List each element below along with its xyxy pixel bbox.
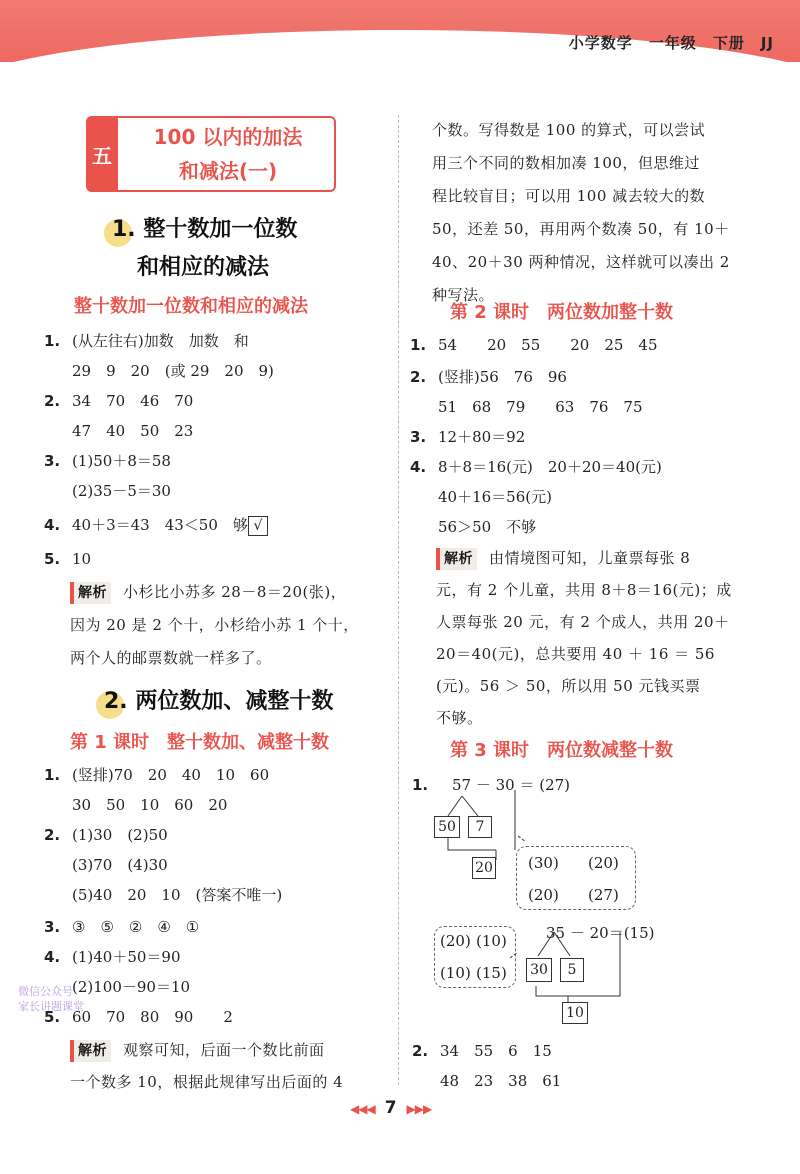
- number-box: 10: [562, 1002, 588, 1024]
- answer-line: (5)40 20 10 (答案不唯一): [72, 886, 283, 904]
- answer-line: 8＋8＝16(元) 20＋20＝40(元): [438, 458, 662, 476]
- answer-line: 10: [72, 550, 92, 568]
- chapter-number: 五: [86, 116, 118, 192]
- analysis-line: (元)。56 ＞ 50，所以用 50 元钱买票: [436, 677, 701, 695]
- answer-line: (3)70 (4)30: [72, 856, 168, 874]
- list-item: 2.: [44, 826, 61, 844]
- bubble-value: (20): [528, 886, 559, 904]
- answer-line: ③ ⑤ ② ④ ①: [72, 918, 200, 936]
- list-item: 4.: [44, 516, 61, 534]
- analysis-line: 40、20＋30 两种情况，这样就可以凑出 2: [432, 253, 730, 271]
- list-item: 5.: [44, 550, 61, 568]
- analysis-line: 人票每张 20 元，有 2 个成人，共用 20＋: [436, 613, 730, 631]
- list-item: 4.: [44, 948, 61, 966]
- analysis-line: 解析 小杉比小苏多 28－8＝20(张)，: [70, 576, 346, 609]
- analysis-line: 用三个不同的数相加凑 100，但思维过: [432, 154, 700, 172]
- list-item: 1.: [44, 332, 61, 350]
- answer-line: 40＋16＝56(元): [438, 488, 552, 506]
- chapter-title: 100 以内的加法 和减法(一): [153, 125, 303, 183]
- answer-line: (竖排)56 76 96: [438, 368, 567, 386]
- list-item: 2.: [44, 392, 61, 410]
- number-box: 20: [472, 857, 496, 879]
- analysis-line: 两个人的邮票数就一样多了。: [70, 649, 272, 667]
- analysis-line: 一个数多 10，根据此规律写出后面的 4: [70, 1073, 344, 1091]
- bubble-value: (10): [476, 932, 507, 950]
- equation-2: 35 － 20＝(15): [546, 924, 655, 942]
- list-item: 3.: [410, 428, 427, 446]
- lesson1-title: 第 1 课时 整十数加、减整十数: [70, 732, 330, 753]
- analysis-label: 解析: [70, 1040, 111, 1062]
- number-box: 7: [468, 816, 492, 838]
- section1-subtitle: 整十数加一位数和相应的减法: [74, 296, 308, 317]
- analysis-line: 个数。写得数是 100 的算式，可以尝试: [432, 121, 706, 139]
- answer-line: (1)30 (2)50: [72, 826, 168, 844]
- list-item: 5.: [44, 1008, 61, 1026]
- answer-line: 48 23 38 61: [440, 1072, 562, 1090]
- bubble-value: (15): [476, 964, 507, 982]
- analysis-label: 解析: [70, 582, 111, 604]
- analysis-line: 50，还差 50，再用两个数凑 50，有 10＋: [432, 220, 730, 238]
- watermark: 微信公众号 家长讲题课堂: [18, 985, 84, 1013]
- answer-line: 60 70 80 90 2: [72, 1008, 233, 1026]
- section2-title: 2. 两位数加、减整十数: [104, 689, 334, 714]
- analysis-line: 程比较盲目；可以用 100 减去较大的数: [432, 187, 706, 205]
- list-item: 2.: [412, 1042, 429, 1060]
- answer-line: (2)100－90＝10: [72, 978, 191, 996]
- bubble-value: (20): [588, 854, 619, 872]
- equation-1: 57 － 30 ＝ (27): [452, 776, 571, 794]
- section1-title: 1. 整十数加一位数: [112, 217, 298, 242]
- list-item: 3.: [44, 452, 61, 470]
- answer-line: (2)35－5＝30: [72, 482, 171, 500]
- list-item: 1.: [44, 766, 61, 784]
- list-item: 2.: [410, 368, 427, 386]
- bubble-value: (27): [588, 886, 619, 904]
- list-item: 1.: [412, 776, 429, 794]
- answer-line: 51 68 79 63 76 75: [438, 398, 643, 416]
- analysis-line: 元，有 2 个儿童，共用 8＋8＝16(元)；成: [436, 581, 732, 599]
- answer-line: 40＋3＝43 43＜50 够 √: [72, 510, 268, 540]
- answer-line: 30 50 10 60 20: [72, 796, 228, 814]
- chapter-box: [86, 116, 336, 192]
- analysis-line: 种写法。: [432, 286, 495, 304]
- analysis-line: 不够。: [436, 709, 483, 727]
- lesson3-title: 第 3 课时 两位数减整十数: [450, 740, 674, 761]
- answer-line: (1)50＋8＝58: [72, 452, 171, 470]
- bubble-value: (20): [440, 932, 471, 950]
- header-book-info: 小学数学 一年级 下册 JJ: [568, 34, 774, 52]
- list-item: 1.: [410, 336, 427, 354]
- bubble-value: (30): [528, 854, 559, 872]
- analysis-line: 解析 由情境图可知，儿童票每张 8: [436, 542, 690, 575]
- answer-line: 29 9 20 (或 29 20 9): [72, 362, 274, 380]
- bubble-value: (10): [440, 964, 471, 982]
- column-divider: [398, 115, 399, 1085]
- answer-line: (从左往右)加数 加数 和: [72, 332, 249, 350]
- number-box: 30: [526, 958, 552, 982]
- right-arrows-icon: ▶▶▶: [406, 1102, 432, 1116]
- left-arrows-icon: ◀◀◀: [350, 1102, 375, 1116]
- answer-line: 54 20 55 20 25 45: [438, 336, 658, 354]
- check-mark-box: √: [248, 516, 268, 536]
- section1-title-line2: 和相应的减法: [137, 255, 270, 280]
- analysis-line: 20＝40(元)，总共要用 40 ＋ 16 ＝ 56: [436, 645, 715, 663]
- answer-line: (1)40＋50＝90: [72, 948, 181, 966]
- page-number: 7: [384, 1098, 397, 1118]
- answer-line: 56＞50 不够: [438, 518, 537, 536]
- answer-line: 34 55 6 15: [440, 1042, 552, 1060]
- list-item: 3.: [44, 918, 61, 936]
- page-footer: [340, 1098, 441, 1118]
- analysis-line: 解析 观察可知，后面一个数比前面: [70, 1034, 325, 1067]
- number-box: 50: [434, 816, 460, 838]
- list-item: 4.: [410, 458, 427, 476]
- analysis-line: 因为 20 是 2 个十，小杉给小苏 1 个十，: [70, 616, 359, 634]
- answer-line: (竖排)70 20 40 10 60: [72, 766, 270, 784]
- answer-line: 34 70 46 70: [72, 392, 194, 410]
- answer-line: 47 40 50 23: [72, 422, 194, 440]
- analysis-label: 解析: [436, 548, 477, 570]
- lesson2-title: 第 2 课时 两位数加整十数: [450, 302, 674, 323]
- number-box: 5: [560, 958, 584, 982]
- answer-line: 12＋80＝92: [438, 428, 526, 446]
